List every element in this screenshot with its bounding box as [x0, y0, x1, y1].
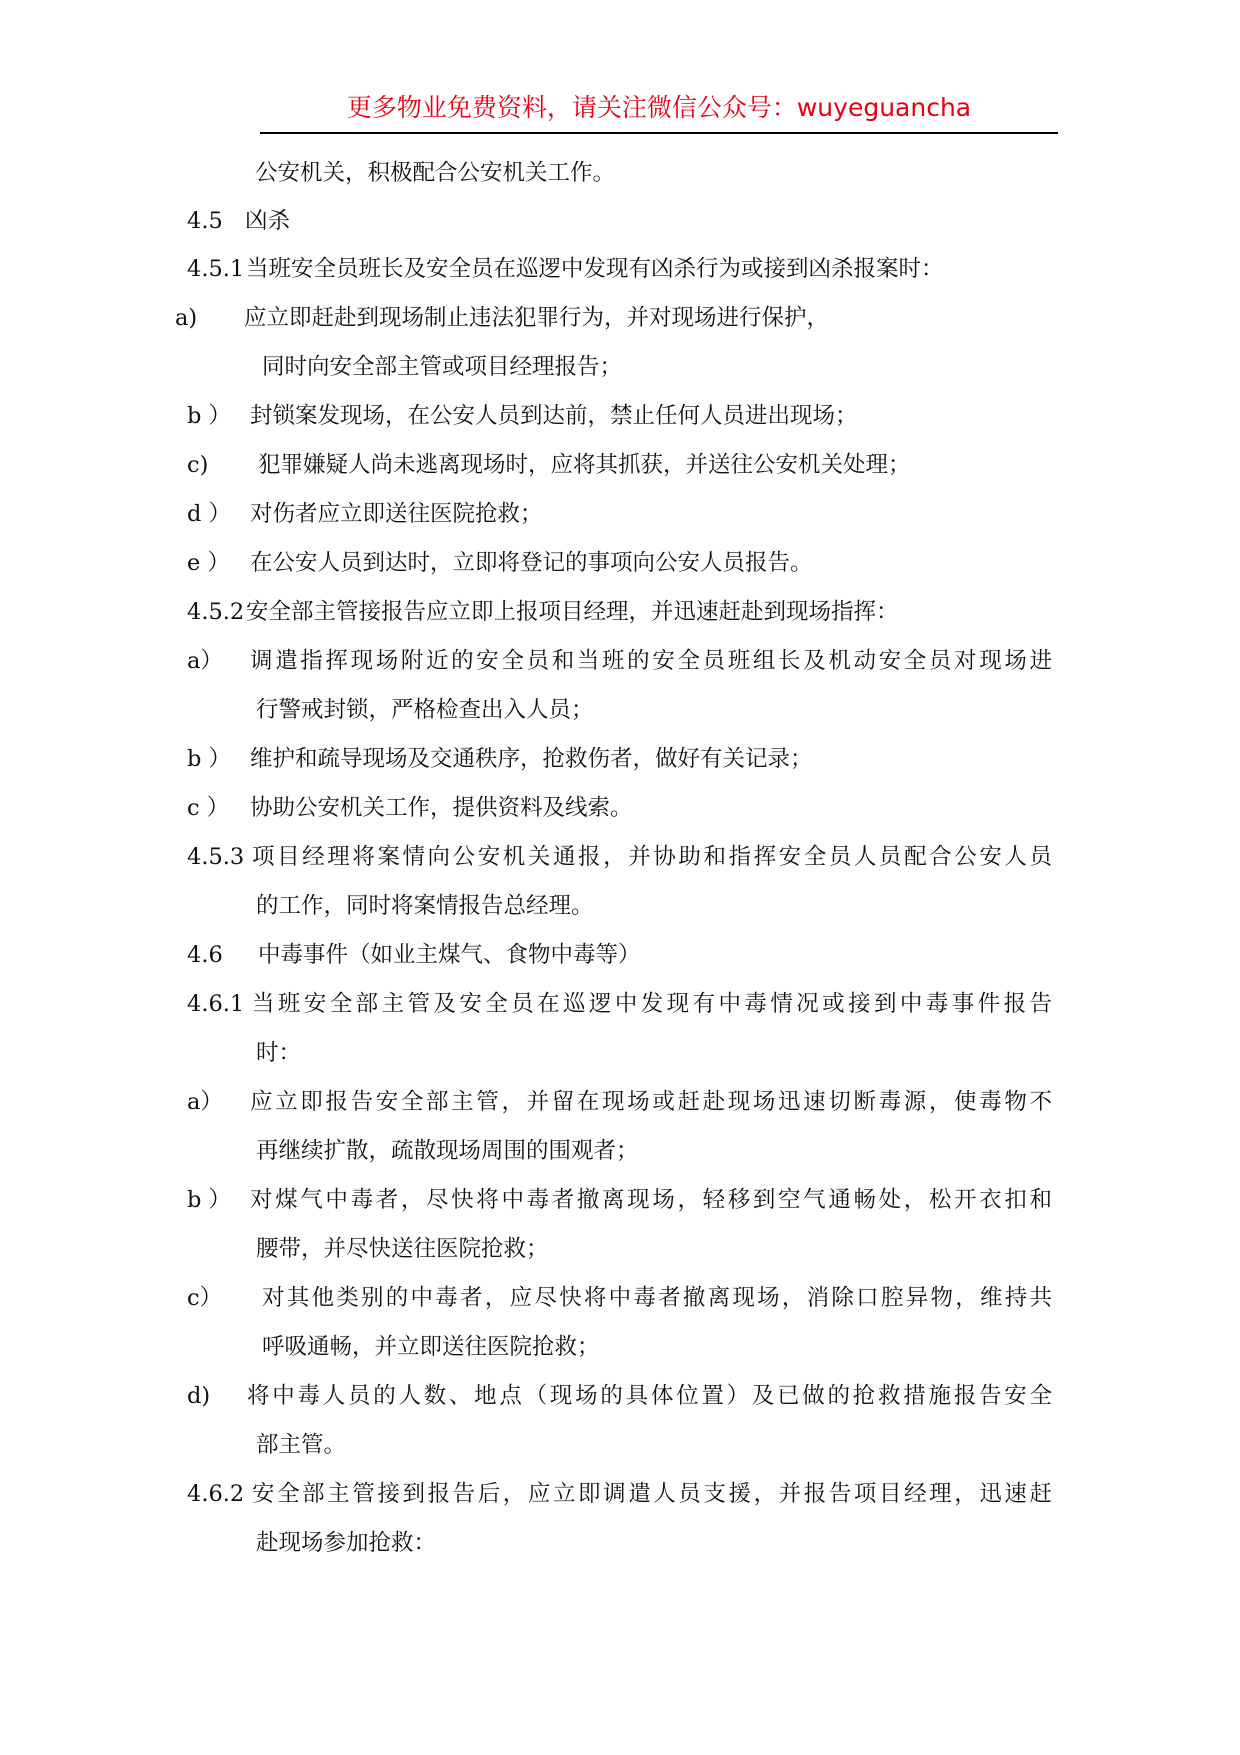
section-number: 4.5 [187, 208, 223, 234]
list-marker: c ） [187, 795, 230, 821]
section-text: 安全部主管接报告应立即上报项目经理，并迅速赶赴到现场指挥： [246, 599, 899, 625]
list-marker: e ） [187, 550, 230, 576]
section-number: 4.6.2 [187, 1481, 245, 1507]
section-text: 项目经理将案情向公安机关通报，并协助和指挥安全员人员配合公安人员 [252, 844, 1052, 870]
list-item-text: 调遣指挥现场附近的安全员和当班的安全员班组长及机动安全员对现场进 [250, 648, 1052, 674]
list-marker: a） [187, 648, 223, 674]
list-item-text: 应立即报告安全部主管，并留在现场或赶赴现场迅速切断毒源，使毒物不 [250, 1089, 1052, 1115]
section-continuation: 的工作，同时将案情报告总经理。 [256, 893, 594, 919]
list-marker: b ） [187, 1187, 232, 1213]
list-item-text: 协助公安机关工作，提供资料及线索。 [250, 795, 633, 821]
list-item-text: 维护和疏导现场及交通秩序，抢救伤者，做好有关记录； [250, 746, 813, 772]
header-notice: 更多物业免费资料，请关注微信公众号：wuyeguancha [346, 93, 972, 122]
section-number: 4.6.1 [187, 991, 245, 1017]
header-rule [260, 132, 1058, 134]
list-item-text: 对伤者应立即送往医院抢救； [250, 501, 543, 527]
list-item-continuation: 行警戒封锁，严格检查出入人员； [256, 697, 594, 723]
list-item-text: 对煤气中毒者，尽快将中毒者撤离现场，轻移到空气通畅处，松开衣扣和 [250, 1187, 1052, 1213]
list-item-text: 将中毒人员的人数、地点（现场的具体位置）及已做的抢救措施报告安全 [247, 1383, 1052, 1409]
section-number: 4.5.3 [187, 844, 245, 870]
section-title: 中毒事件（如业主煤气、食物中毒等） [258, 942, 641, 968]
list-marker: d) [187, 1383, 211, 1409]
section-text: 当班安全部主管及安全员在巡逻中发现有中毒情况或接到中毒事件报告 [252, 991, 1052, 1017]
list-item-text: 在公安人员到达时，立即将登记的事项向公安人员报告。 [250, 550, 813, 576]
section-title: 凶杀 [245, 208, 291, 234]
list-item-text: 犯罪嫌疑人尚未逃离现场时，应将其抓获，并送往公安机关处理； [258, 452, 911, 478]
list-marker: b ） [187, 746, 232, 772]
section-continuation: 时： [256, 1040, 302, 1066]
section-number: 4.5.1 [187, 256, 245, 282]
section-text: 当班安全员班长及安全员在巡逻中发现有凶杀行为或接到凶杀报案时： [246, 256, 944, 282]
list-item-text: 对其他类别的中毒者，应尽快将中毒者撤离现场，消除口腔异物，维持共 [262, 1285, 1052, 1311]
paragraph-line: 公安机关，积极配合公安机关工作。 [255, 160, 616, 186]
list-marker: a） [187, 1089, 223, 1115]
list-marker: c) [187, 452, 209, 478]
list-item-continuation: 呼吸通畅，并立即送往医院抢救； [262, 1334, 600, 1360]
list-item-text: 封锁案发现场，在公安人员到达前，禁止任何人员进出现场； [250, 403, 858, 429]
list-item-continuation: 再继续扩散，疏散现场周围的围观者； [256, 1138, 639, 1164]
list-marker: a) [175, 305, 198, 331]
section-number: 4.5.2 [187, 599, 245, 625]
list-marker: d ） [187, 501, 232, 527]
list-item-continuation: 腰带，并尽快送往医院抢救； [256, 1236, 549, 1262]
list-marker: b ） [187, 403, 232, 429]
section-number: 4.6 [187, 942, 223, 968]
list-marker: c） [187, 1285, 223, 1311]
section-continuation: 赴现场参加抢救： [256, 1530, 437, 1556]
list-item-continuation: 部主管。 [256, 1432, 347, 1458]
list-item-text: 应立即赶赴到现场制止违法犯罪行为，并对现场进行保护， [244, 305, 830, 331]
section-text: 安全部主管接到报告后，应立即调遣人员支援，并报告项目经理，迅速赶 [252, 1481, 1052, 1507]
list-item-continuation: 同时向安全部主管或项目经理报告； [262, 354, 623, 380]
